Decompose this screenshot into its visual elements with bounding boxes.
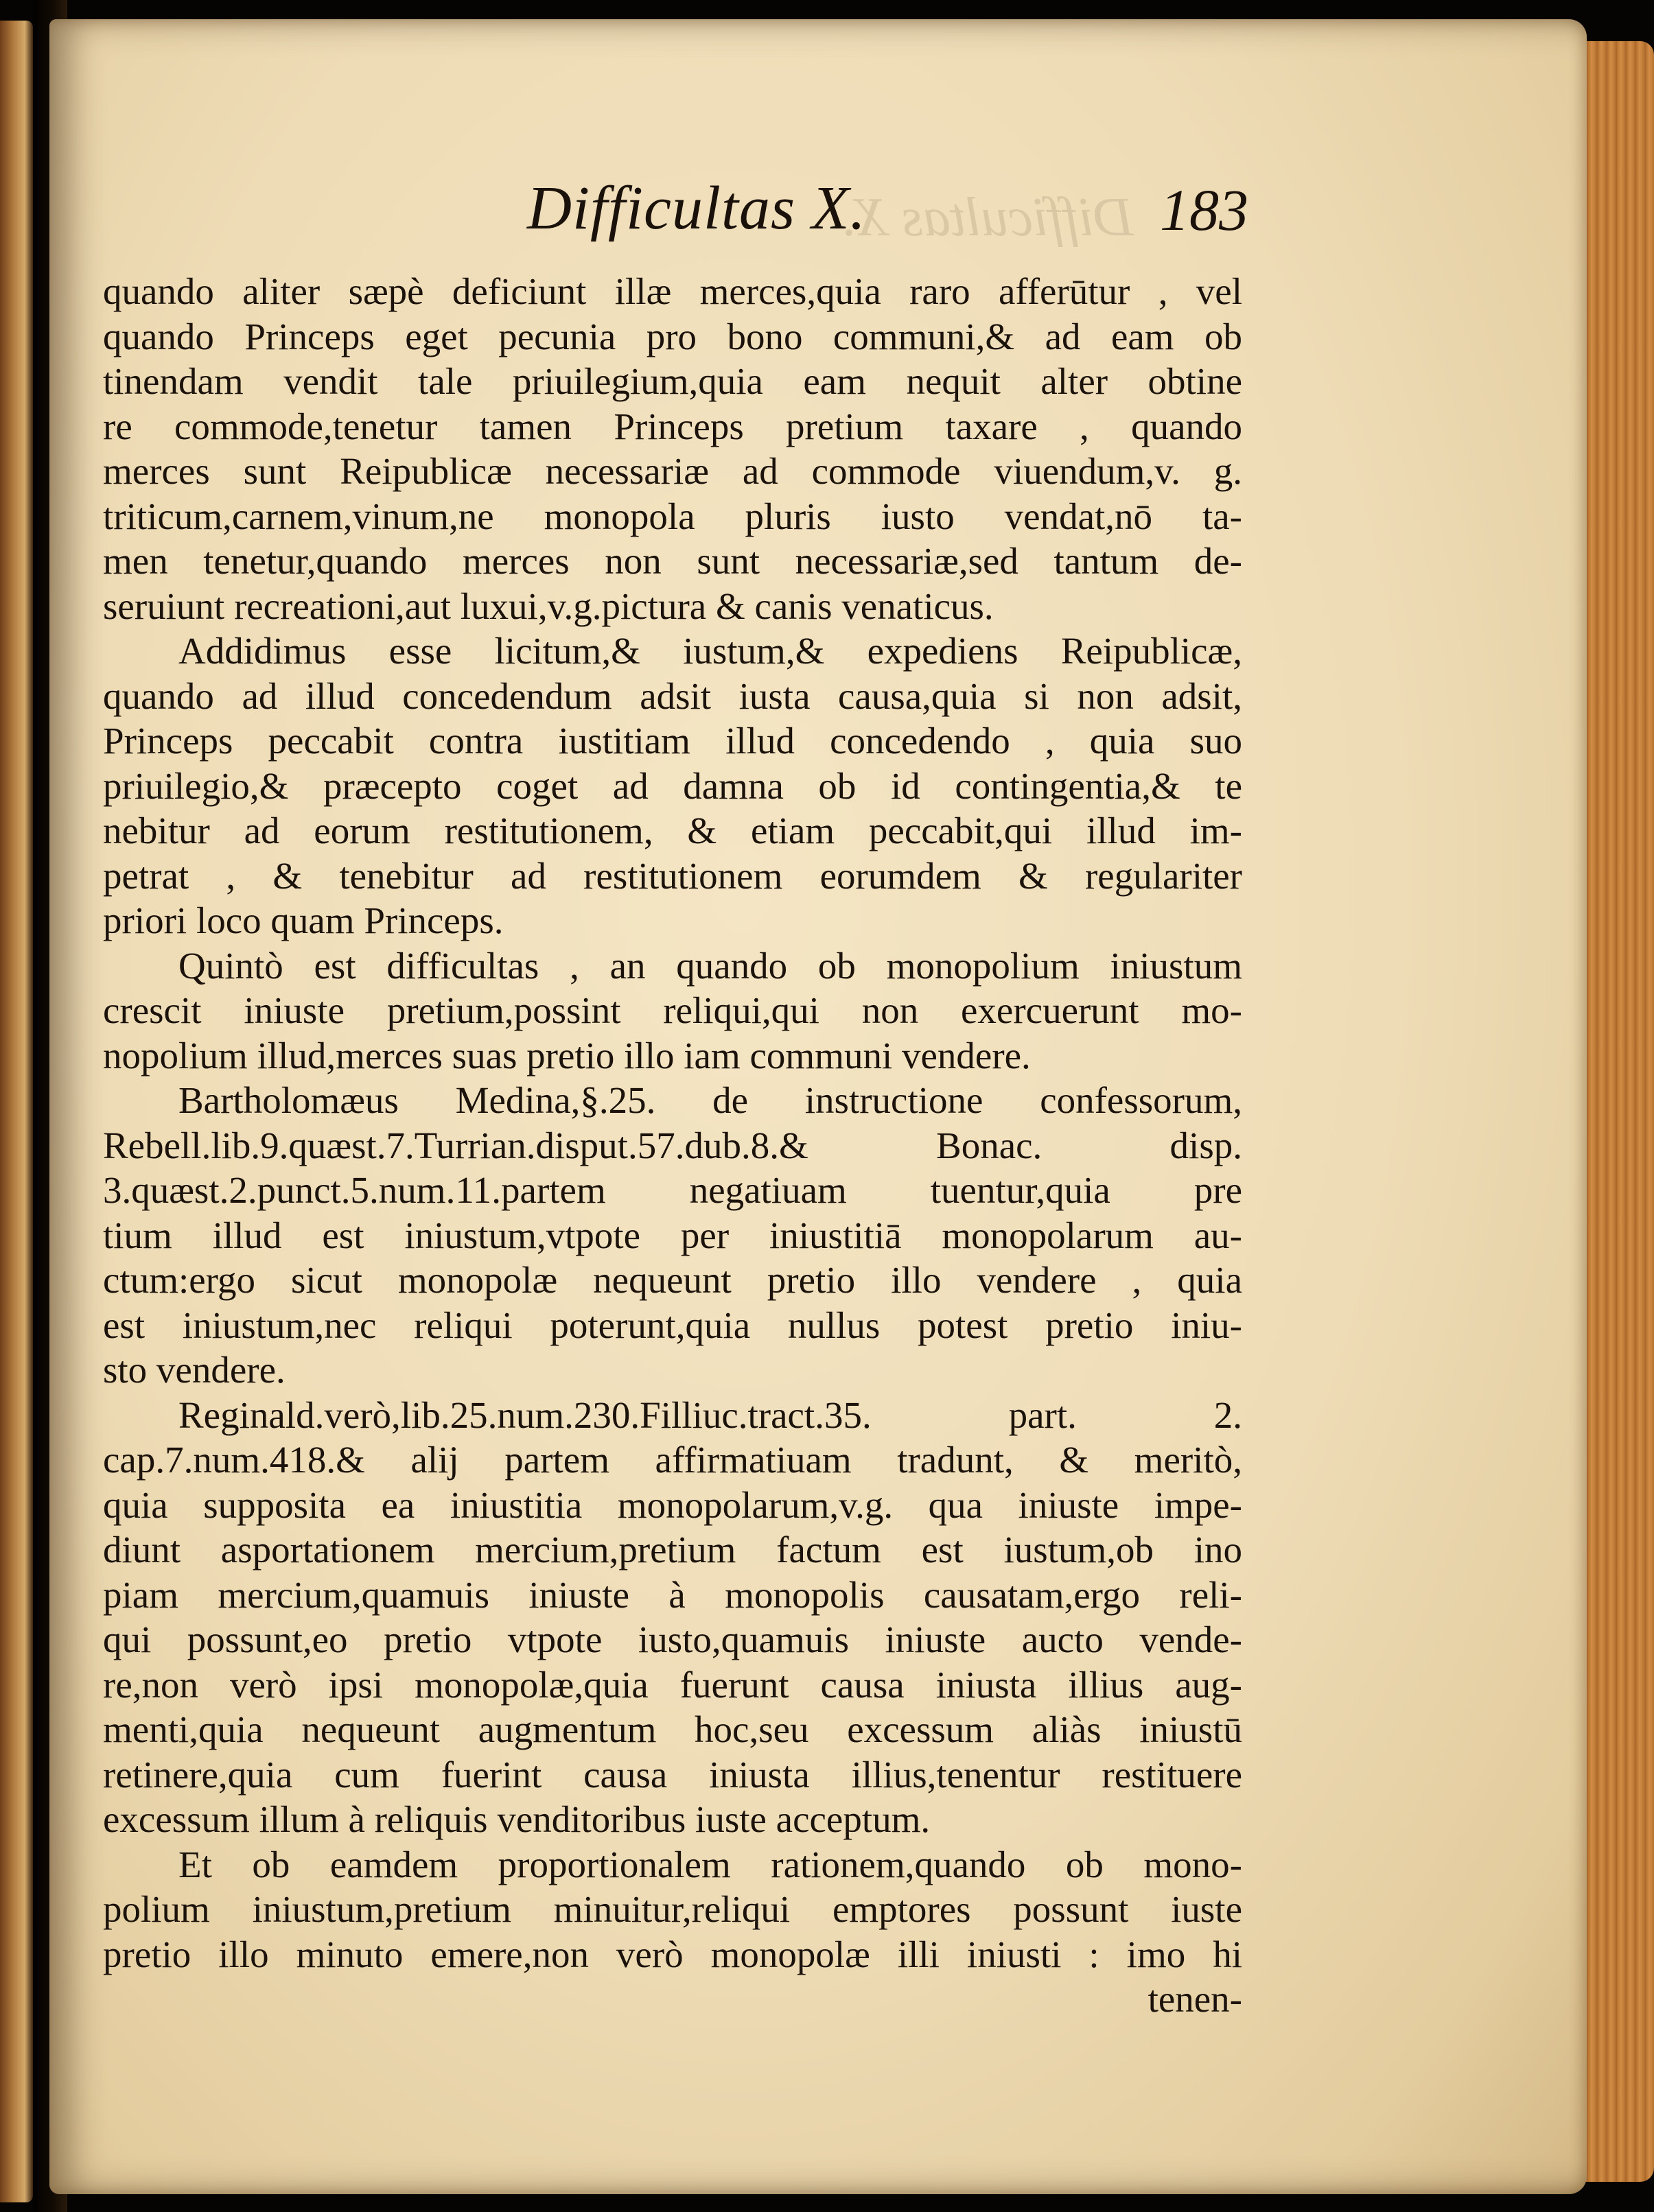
text-line: petrat , & tenebitur ad restitutionem eorumdem & regulariter: [103, 854, 1242, 897]
text-line: Rebell.lib.9.quæst.7.Turrian.disput.57.dub.8.& Bonac. disp.: [103, 1124, 1242, 1166]
text-line: triticum,carnem,vinum,ne monopola pluris iusto vendat,nō ta-: [103, 495, 1242, 537]
text-line: quia supposita ea iniustitia monopolarum,v.g. qua iniuste impe-: [103, 1483, 1242, 1526]
text-line: quando aliter sæpè deficiunt illæ merces,quia raro afferūtur , vel: [103, 270, 1242, 312]
paragraph: [103, 1842, 1242, 1977]
facing-page-edge: [0, 21, 33, 2202]
text-line: Et ob eamdem proportionalem rationem,quando ob mono-: [178, 1843, 1242, 1885]
text-line: Addidimus esse licitum,& iustum,& expediens Reipublicæ,: [178, 630, 1242, 672]
running-head: Difficultas X.: [527, 174, 866, 242]
page-header: [0, 173, 1654, 262]
text-line: menti,quia nequeunt augmentum hoc,seu excessum aliàs iniustū: [103, 1708, 1242, 1750]
page-block-edge: [1579, 41, 1654, 2182]
text-line: nopolium illud,merces suas pretio illo iam communi vendere.: [103, 1034, 1031, 1076]
text-line: nebitur ad eorum restitutionem, & etiam peccabit,qui illud im-: [103, 810, 1242, 851]
paragraph: [103, 628, 1242, 943]
text-line: est iniustum,nec reliqui poterunt,quia nullus potest pretio iniu-: [103, 1304, 1242, 1346]
text-line: Bartholomæus Medina,§.25. de instructione confessorum,: [178, 1079, 1242, 1121]
text-line: cap.7.num.418.& alij partem affirmatiuam tradunt, & meritò,: [103, 1439, 1242, 1481]
text-line: quando Princeps eget pecunia pro bono communi,& ad eam ob: [103, 315, 1242, 357]
text-line: seruiunt recreationi,aut luxui,v.g.pictura & canis venaticus.: [103, 585, 994, 627]
text-line: Princeps peccabit contra iustitiam illud concedendo , quia suo: [103, 720, 1242, 762]
text-line: re commode,tenetur tamen Princeps pretium taxare , quando: [103, 405, 1242, 447]
text-line: priori loco quam Princeps.: [103, 899, 504, 941]
text-line: sto vendere.: [103, 1349, 286, 1391]
paragraph: [103, 269, 1242, 628]
text-line: tinendam vendit tale priuilegium,quia eam nequit alter obtine: [103, 360, 1242, 402]
text-line: pretio illo minuto emere,non verò monopolæ illi iniusti : imo hi: [103, 1933, 1242, 1975]
body-text: [103, 269, 1242, 2022]
text-line: priuilegio,& præcepto coget ad damna ob id contingentia,& te: [103, 764, 1242, 807]
paragraph: [103, 1393, 1242, 1842]
bleed-through-text: Difficultas X.: [841, 187, 1134, 248]
text-line: qui possunt,eo pretio vtpote iusto,quamuis iniuste aucto vende-: [103, 1619, 1242, 1660]
text-line: diunt asportationem mercium,pretium factum est iustum,ob ino: [103, 1529, 1242, 1570]
text-line: tium illud est iniustum,vtpote per iniustitiā monopolarum au-: [103, 1214, 1242, 1256]
text-line: men tenetur,quando merces non sunt necessariæ,sed tantum de-: [103, 540, 1242, 582]
text-line: Quintò est difficultas , an quando ob monopolium iniustum: [178, 944, 1242, 987]
paragraph: [103, 943, 1242, 1079]
text-line: ctum:ergo sicut monopolæ nequeunt pretio illo vendere , quia: [103, 1259, 1242, 1301]
text-line: Reginald.verò,lib.25.num.230.Filliuc.tract.35. part. 2.: [178, 1393, 1242, 1436]
text-line: crescit iniuste pretium,possint reliqui,qui non exercuerunt mo-: [103, 989, 1242, 1031]
text-line: 3.quæst.2.punct.5.num.11.partem negatiuam tuentur,quia pre: [103, 1169, 1242, 1211]
paragraph: [103, 1078, 1242, 1393]
text-line: retinere,quia cum fuerint causa iniusta illius,tenentur restituere: [103, 1753, 1242, 1796]
text-line: polium iniustum,pretium minuitur,reliqui emptores possunt iuste: [103, 1888, 1242, 1930]
text-line: piam mercium,quamuis iniuste à monopolis causatam,ergo reli-: [103, 1573, 1242, 1616]
page-number: 183: [1160, 177, 1248, 243]
catchword: tenen-: [1148, 1978, 1242, 2020]
text-line: merces sunt Reipublicæ necessariæ ad commode viuendum,v. g.: [103, 450, 1242, 492]
text-line: re,non verò ipsi monopolæ,quia fuerunt causa iniusta illius aug-: [103, 1663, 1242, 1706]
text-line: excessum illum à reliquis venditoribus iuste acceptum.: [103, 1798, 931, 1840]
text-line: quando ad illud concedendum adsit iusta causa,quia si non adsit,: [103, 674, 1242, 717]
